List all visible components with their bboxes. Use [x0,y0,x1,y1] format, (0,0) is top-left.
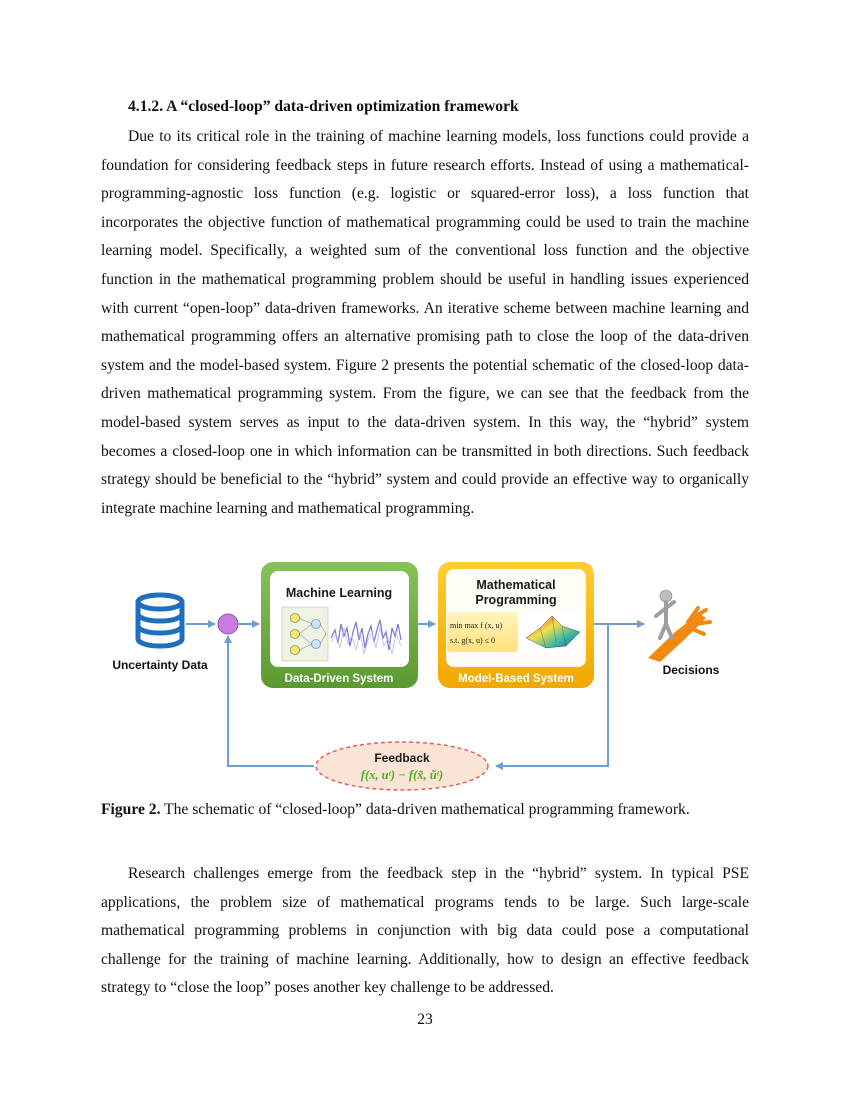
formula-panel [447,612,518,652]
uncertainty-data-label: Uncertainty Data [112,658,208,672]
mp-formula-constraint: s.t. g(x, u) ≤ 0 [450,636,496,645]
feedback-title: Feedback [374,751,430,765]
mp-footer: Model-Based System [458,673,574,685]
machine-learning-box [261,562,418,688]
feedback-node [316,742,488,790]
decision-person-icon [648,590,710,662]
ml-footer: Data-Driven System [284,673,394,685]
neural-network-icon [282,607,328,661]
surface-plot-icon [521,612,584,652]
mp-title-line2: Programming [475,593,557,607]
decisions-label: Decisions [662,663,720,677]
paragraph-research-challenges: Research challenges emerge from the feedback step in the “hybrid” system. In typical PSE applications, the problem size of mathematical programs tends to be large. Such large-scale mathematical programming problems in conjunction with big data could pose a computational challenge for the training of machine learning. Additionally, how to design an effective feedback strategy to “close the loop” poses another key challenge to be addressed. [101,865,749,997]
mp-formula-objective: min max f (x, u) [450,621,503,630]
figure-schematic [100,558,750,798]
figure-caption-text: The schematic of “closed-loop” data-driven mathematical programming framework. [160,801,690,818]
schematic-diagram [100,558,750,798]
figure-caption-label: Figure 2. [101,801,161,818]
mp-title-line1: Mathematical [476,578,556,592]
figure-caption [101,801,690,819]
junction-node [218,614,238,634]
mathematical-programming-box [438,562,594,688]
feedback-formula: f(x, uᵗ) − f(x̃, ũᵗ) [360,768,444,782]
ml-title: Machine Learning [285,586,393,600]
paragraph-closed-loop: Due to its critical role in the training of machine learning models, loss functions could provide a foundation for considering feedback steps in future research efforts. Instead of using a mathematical-programming-agnostic loss function (e.g. logistic or squared-error loss), a loss function that incorporates the objective function of mathematical programming could be used to train the machine learning model. Specifically, a weighted sum of the conventional loss function and the objective function in the mathematical programming problem should be useful in handling issues experienced with current “open-loop” data-driven frameworks. An iterative scheme between machine learning and mathematical programming offers an alternative promising path to close the loop of the data-driven system and the model-based system. Figure 2 presents the potential schematic of the closed-loop data-driven mathematical programming system. From the figure, we can see that the feedback from the model-based system serves as input to the data-driven system. In this way, the “hybrid” system becomes a closed-loop one in which information can be transmitted in both directions. Such feedback strategy should be beneficial to the “hybrid” system and could provide an effective way to organically integrate machine learning and mathematical programming. [101,128,749,517]
page-number: 23 [417,1011,433,1028]
database-icon [138,595,182,646]
section-heading: 4.1.2. A “closed-loop” data-driven optimization framework [128,98,519,115]
